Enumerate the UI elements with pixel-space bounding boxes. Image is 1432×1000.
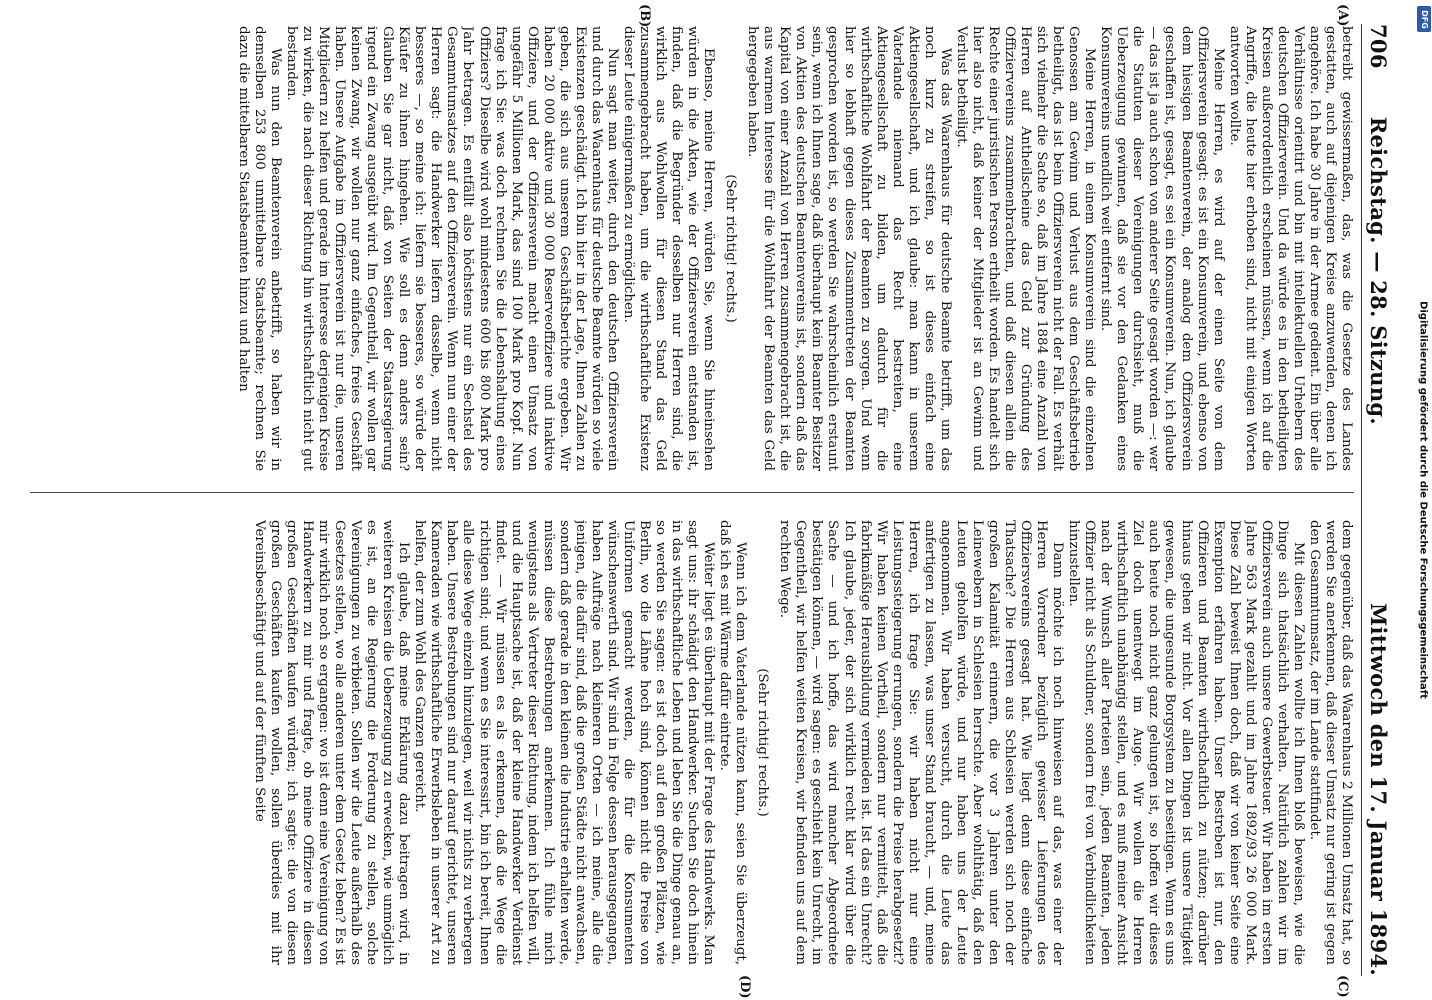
session-date: Mittwoch den 17. Januar 1894. <box>1366 602 1392 976</box>
paragraph: Ich glaube, daß meine Erklärung dazu beitragen wird, in weiteren Kreisen die Ueberzeugung zu erwecken, wie unmöglich es ist, an die Regierung die Forderung zu stellen, solche Vereinigungen zu verbieten. Sollen wir die Leute außerhalb des Gesetzes stellen, wo alle anderen unter dem Gesetz leben? Es ist mir wirklich noch so ergangen: wo ist denn eine Vereinigung von Handwerkern zu mir und fragte, ob meine Offiziere in diesen großen Geschäften kaufen würden; ich sagte: die von diesen großen Geschäften kaufen wollen, sollen überdies mit ihr Vereinsbeschäftigt und auf der fünften Seite <box>251 520 412 965</box>
margin-marker-d: (D) <box>737 975 752 999</box>
paragraph: Weiter liegt es überhaupt mit der Frage des Handwerks. Man sagt uns: ihr schädigt den Handwerker. Suchen Sie doch hinein in das wirthschaftliche Leben und leben Sie die Dinge genau an, so werden Sie sagen: es ist doch auf den großen Plätzen, wie Berlin, wo die Lähne hoch sind, können nicht die Preise von Uniformen gemacht werden, die für die Konsumenten wünschenswerth sind. Wir sind in Folge dessen herausgegangen, haben Aufträge nach kleineren Orten — ich meine, alle die jenigen, die dafür sind, daß die großen Städte nicht anwachsen, sondern daß gerade in den kleinen die Industrie erhalten werde, müssen diese Bestrebungen anerkennen. Ich fühle mich wenigstens als Vertreter dieser Richtung, indem ich helfen will, und die Hauptsache ist, daß der kleine Handwerker Verdienst findet. — Wir müssen es als erkennen, daß die Wege die richtigen sind; und wenn es Sie interessirt, bin ich bereit, Ihnen alle diese Wege einzeln hinzulegen, weil wir nichts zu verbergen haben. Unsere Bestrebungen sind nur darauf gerichtet, unseren Kameraden wie wirthschaftliche Erwerbsleben in unserer Art zu helfen, der zum Wohl des Ganzen gereicht. <box>412 520 717 965</box>
credit-text: Digitalisierung gefördert durch die Deutsche Forschungsgemeinschaft <box>1417 301 1429 699</box>
column-divider <box>30 492 1354 493</box>
text-column-right <box>30 520 1354 965</box>
interjection: (Sehr richtig! rechts.) <box>723 174 739 323</box>
paragraph: Meine Herren, in einem Konsumverein sind die einzelnen Genossen am Gewinn und Verlust aus dem Geschäftsbetrieb betheiligt, das ist beim Offiziersverein nicht der Fall. Es verhält sich vielmehr die Sache so, daß im Jahre 1884 eine Anzahl von Herren auf Antheilscheine das Geld zur Gründung des Offiziervereins zusammenbrachten, und daß diesen allein die Rechte einer juristischen Person ertheilt worden. Es handelt sich hier also nicht, daß keiner der Mitglieder ist an Gewinn und Verlust betheiligt. <box>953 26 1098 471</box>
page-number: 706 <box>1366 24 1392 69</box>
paragraph: Wenn ich dem Vaterlande nützen kann, seien Sie überzeugt, daß ich es mit Wärme dafür eintrete. <box>717 520 749 965</box>
paragraph: Was das Waarenhaus für deutsche Beamte betrifft, um das noch kurz zu streifen, so ist dieses einfach eine Aktiengesellschaft, und ich glaube: man kann in unserem Vaterlande niemand das Recht bestreiten, eine Aktiengesellschaft zu bilden, um dadurch für die wirthschaftliche Wohlfahrt der Beamten zu sorgen. Und wenn hier so lebhaft gegen dieses Zusammentreten der Beamten gesprochen worden ist, so werden Sie wahrscheinlich erstaunt sein, wenn ich Ihnen sage, daß überhaupt kein Beamter Besitzer von Aktien des deutschen Beamtenvereins ist, sondern daß das Kapital von einer Anzahl von Herren zusammengebracht ist, die aus warmem Interesse für die Wohlfahrt der Beamten das Geld hergegeben haben. <box>745 26 953 471</box>
paragraph: Ebenso, meine Herren, würden Sie, wenn Sie hineinsehen würden in die Akten, wie der Offiziersverein entstanden ist, finden, daß die Begründer desselben nur Herren sind, die wirklich aus Wohlwollen für diesen Stand das Geld zusammengebracht haben, um die wirthschaftliche Existenz dieser Leute einigermaßen zu ermöglichen. <box>620 26 717 471</box>
margin-marker-b: (B) <box>637 4 652 28</box>
page-header <box>1361 24 1396 976</box>
paragraph: Dann möchte ich noch hinweisen auf das, was einer der Herren Vorredner bezüglich gewisser Lieferungen des Offiziersvereins gesagt hat. Wie liegt denn diese einfache Thatsache? Die Herren aus Schlesien werden sich noch der großen Kalamität erinnern, die vor 3 Jahren unter den Leinewebern in Schlesien herrschte. Aber wohlthätig, daß den Leuten geholfen würde, und nur haben uns der Leute angenommen. Wir haben versucht, durch die Leute das anfertigen zu lassen, was unser Stand braucht, — und, meine Herren, ich frage Sie: wir haben nicht nur eine Leistungssteigerung errungen, sondern die Preise herabgesetzt? Wir haben keinen Vortheil, sondern nur vermittelt, daß die fabrikmäßige Herausbildung vermieden ist. Ist das ein Unrecht? Ich glaube, jeder, der sich wirklich recht klar wird über die Sache — und ich hoffe, das wird mancher Abgeordnete bestätigen können, — wird sagen: es geschieht kein Unrecht, im Gegentheil, wir helfen weiten Kreisen, wir befinden uns auf dem rechten Wege. <box>777 520 1066 965</box>
dfg-logo: DFG <box>1417 6 1431 32</box>
interjection: (Sehr richtig! rechts.) <box>755 668 771 817</box>
margin-marker-a: (A) <box>1335 4 1350 27</box>
paragraph: Mit diesen Zahlen wollte ich Ihnen bloß beweisen, wie die Dinge sich thatsächlich verhalten. Natürlich zahlen wir im Offiziersverein auch unsere Gewerbsteuer. Wir haben im ersten Jahre 563 Mark gezahlt und im Jahre 1892/93 26 000 Mark. Diese Zahl beweist Ihnen doch, daß wir von keiner Seite eine Exemption erfahren haben. Unser Bestreben ist nur, den Offizieren und Beamten wirthschaftlich zu nützen; darüber hinaus gehen wir nicht. Vor allen Dingen ist unsere Tätigkeit gewesen, die ungesunde Borgsystem zu beseitigen. Wenn es uns auch heute noch nicht ganz gelungen ist, so hoffen wir dieses Ziel doch unentwegt im Auge. Wir wollen die Herren wirthschaftlich unabhängig stellen, und es muß meiner Ansicht nach der Wunsch aller Parteien sein, jeden Beamten, jeden Offizier nicht als Schuldner, sondern frei von Verbindlichkeiten hinzustellen. <box>1066 520 1306 965</box>
paragraph: Meine Herren, es wird auf der einen Seite von dem Offiziersverein gesagt: es ist ein Konsumverein, und ebenso von dem hiesigen Beamtenverein, der analog dem Offiziersverein geschaffen ist, gesagt, es sei ein Konsumverein. Nun, ich glaube — das ist ja auch schon von anderer Seite gesagt worden —: wer die Statuten dieser Vereinigungen durchsieht, muß die Ueberzeugung gewinnen, daß sie vor den Gedanken eines Konsumvereins unendlich weit entfernt sind. <box>1098 26 1226 471</box>
paragraph: Nun sagt man weiter, durch den deutschen Offiziersverein und durch das Waarenhaus für deutsche Beamte würden so viele Existenzen geschädigt. Ich bin hier in der Lage, Ihnen Zahlen zu geben, die sich aus unserem Geschäftsberichte ergeben. Wir haben 20 000 aktive und 30 000 Reserveoffiziere und inaktive Offiziere, und der Offiziersverein macht einen Umsatz von ungefähr 5 Millionen Mark, das sind 100 Mark pro Kopf. Nun frage ich Sie: was doch rechnen Sie die Lebenshaltung eines Offiziers? Dieselbe wird wohl mindestens 600 bis 800 Mark pro Jahr betragen. Es entfällt also höchstens nur ein Sechstel des Gesammtumsatzes auf den Offiziersverein. Wenn nun einer der Herren sagt: die Handwerker liefern dasselbe, wenn nicht besseres —, so meine ich: liefern sie besseres, so würde der Käufer zu ihnen hingehen. Wie soll es denn anders sein? Glauben Sie gar nicht, daß von Seiten der Staatsregierung irgend ein Zwang ausgeübt wird. Im Gegentheil, wir wollen gar keinen Zwang, wir wollen nur ganz einfaches, freies Geschäft haben. Unsere Aufgabe im Offiziersverein ist nur die, unseren Mitgliedern zu helfen und gerade im Interesse derjenigen Kreise zu wirken, die nach dieser Richtung hin wirthschaftlich nicht gut bestanden. <box>283 26 620 471</box>
digitization-credit <box>1413 0 1432 1000</box>
session-title: Reichstag. — 28. Sitzung. <box>1366 116 1392 425</box>
margin-marker-c: (C) <box>1335 975 1350 998</box>
paragraph: betreibt gewissermaßen, das, was die Gesetze des Landes gestatten, auch auf diejenigen Kreise anzuwenden, denen ich angehöre. Ich habe 30 Jahre in der Armee gedient. Ein über alle Verhältnisse orientirt und bin mit intellektuellen Urhebern des deutschen Offizierverein. Und da würde es in den betheiligten Kreisen außerordentlich erscheinen müssen, wenn ich auf die Angriffe, die heute hier erhoben sind, nicht mit einigen Worten antworten wollte. <box>1226 26 1354 471</box>
paragraph: dem gegenüber, daß das Waarenhaus 2 Millionen Umsatz hat, so werden Sie anerkennen, daß dieser Umsatz nur gering ist gegen den Gesammtumsatz, der im Lande stattfindet. <box>1306 520 1354 965</box>
paragraph: Was nun den Beamtenverein anbetrifft, so haben wir in demselben 253 800 unmittelbare Staatsbeamte; rechnen Sie dazu die mittelbaren Staatsbeamten hinzu und halten <box>235 26 283 471</box>
text-column-left <box>30 26 1354 471</box>
